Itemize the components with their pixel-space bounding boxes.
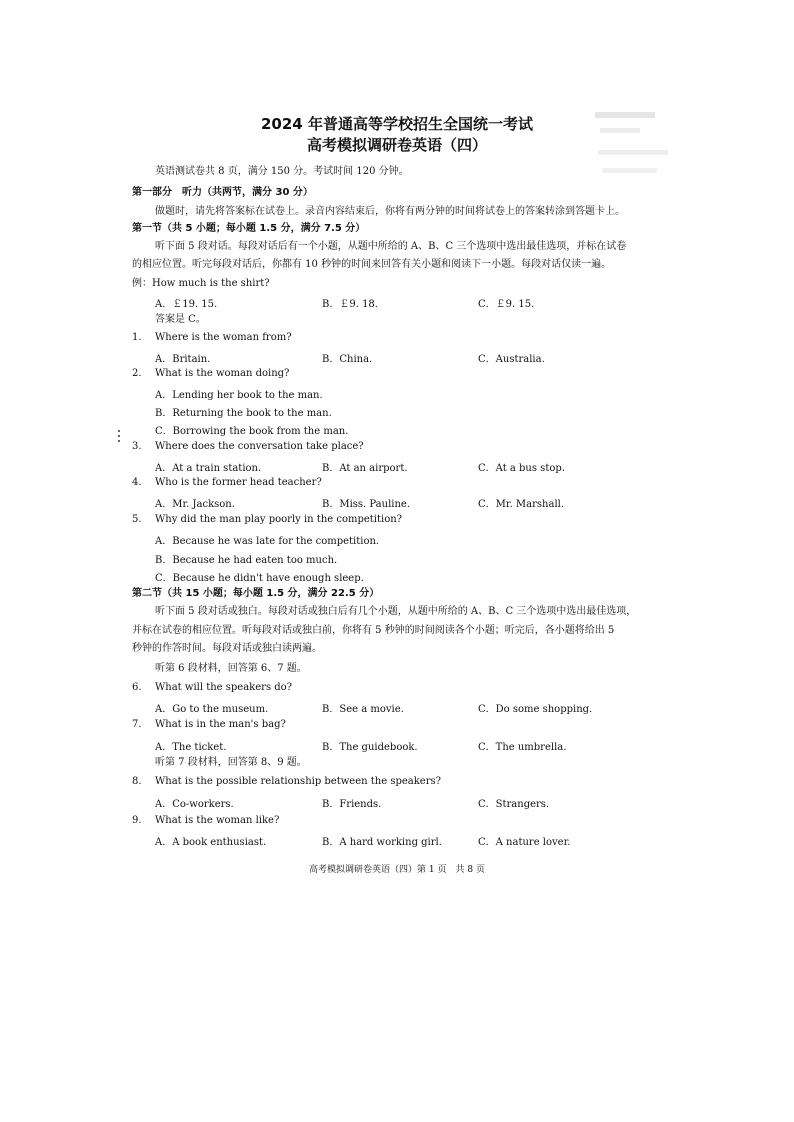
option-b: B．China. bbox=[322, 354, 373, 365]
exam-title: 2024 年普通高等学校招生全国统一考试 bbox=[261, 115, 533, 133]
option-a: A．Go to the museum. bbox=[155, 704, 269, 715]
option-b: B．Returning the book to the man. bbox=[155, 408, 332, 419]
question-number: 4. bbox=[132, 477, 142, 488]
question-text: Who is the former head teacher? bbox=[155, 477, 322, 488]
question-number: 7. bbox=[132, 719, 142, 730]
section2-instruction-line1: 听下面 5 段对话或独白。每段对话或独白后有几个小题，从题中所给的 A、B、C 三个选项中选出最佳选项， bbox=[155, 606, 637, 617]
section1-instruction-line2: 的相应位置。听完每段对话后，你都有 10 秒钟的时间来回答有关小题和阅读下一小题。每段对话仅读一遍。 bbox=[132, 259, 612, 270]
option-c: C．Mr. Marshall. bbox=[478, 499, 565, 510]
section2-instruction-line3: 秒钟的作答时间。每段对话或独白读两遍。 bbox=[132, 643, 322, 654]
option-c: C．Strangers. bbox=[478, 799, 550, 810]
question-number: 6. bbox=[132, 682, 142, 693]
option-a: A．At a train station. bbox=[155, 463, 262, 474]
option-c: C．Australia. bbox=[478, 354, 545, 365]
exam-subtitle: 高考模拟调研卷英语（四） bbox=[306, 136, 487, 154]
example-option-a: A．￡19. 15. bbox=[155, 299, 218, 310]
option-b: B．Friends. bbox=[322, 799, 382, 810]
question-text: Where is the woman from? bbox=[155, 332, 292, 343]
section1-instruction-line1: 听下面 5 段对话。每段对话后有一个小题，从题中所给的 A、B、C 三个选项中选出最佳选项，并标在试卷 bbox=[155, 241, 627, 252]
option-c: C．The umbrella. bbox=[478, 742, 567, 753]
margin-dots bbox=[118, 430, 121, 445]
exam-intro: 英语测试卷共 8 页，满分 150 分。考试时间 120 分钟。 bbox=[155, 166, 409, 177]
question-text: What will the speakers do? bbox=[155, 682, 293, 693]
material-6-note: 听第 6 段材料，回答第 6、7 题。 bbox=[155, 663, 307, 674]
part1-instruction: 做题时，请先将答案标在试卷上。录音内容结束后，你将有两分钟的时间将试卷上的答案转涂到答题卡上。 bbox=[155, 206, 625, 217]
question-text: What is the woman like? bbox=[155, 815, 280, 826]
option-b: B．A hard working girl. bbox=[322, 837, 442, 848]
option-b: B．See a movie. bbox=[322, 704, 404, 715]
option-c: C．Do some shopping. bbox=[478, 704, 593, 715]
page-footer: 高考模拟调研卷英语（四）第 1 页 共 8 页 bbox=[309, 865, 485, 875]
bleed-through-mark bbox=[602, 168, 657, 173]
option-a: A．Lending her book to the man. bbox=[155, 390, 323, 401]
section2-instruction-line2: 并标在试卷的相应位置。听每段对话或独白前，你将有 5 秒钟的时间阅读各个小题；听完后，各小题将给出 5 bbox=[132, 625, 615, 636]
question-number: 9. bbox=[132, 815, 142, 826]
option-c: C．A nature lover. bbox=[478, 837, 571, 848]
question-number: 3. bbox=[132, 441, 142, 452]
option-a: A．A book enthusiast. bbox=[155, 837, 267, 848]
example-answer: 答案是 C。 bbox=[155, 314, 206, 325]
question-text: What is the possible relationship between the speakers? bbox=[155, 776, 441, 787]
question-text: What is in the man's bag? bbox=[155, 719, 286, 730]
option-b: B．The guidebook. bbox=[322, 742, 418, 753]
option-a: A．Co-workers. bbox=[155, 799, 234, 810]
question-number: 1. bbox=[132, 332, 142, 343]
option-a: A．The ticket. bbox=[155, 742, 227, 753]
question-text: What is the woman doing? bbox=[155, 368, 290, 379]
option-c: C．Because he didn't have enough sleep. bbox=[155, 573, 364, 584]
section1-heading: 第一节（共 5 小题；每小题 1.5 分，满分 7.5 分） bbox=[132, 223, 366, 234]
example-option-b: B．￡9. 18. bbox=[322, 299, 378, 310]
question-number: 2. bbox=[132, 368, 142, 379]
question-text: Why did the man play poorly in the competition? bbox=[155, 514, 403, 525]
option-c: C．Borrowing the book from the man. bbox=[155, 426, 349, 437]
question-number: 5. bbox=[132, 514, 142, 525]
option-c: C．At a bus stop. bbox=[478, 463, 565, 474]
section2-heading: 第二节（共 15 小题；每小题 1.5 分，满分 22.5 分） bbox=[132, 588, 380, 599]
option-b: B．At an airport. bbox=[322, 463, 408, 474]
part1-heading: 第一部分 听力（共两节，满分 30 分） bbox=[132, 187, 313, 198]
example-option-c: C．￡9. 15. bbox=[478, 299, 535, 310]
question-text: Where does the conversation take place? bbox=[155, 441, 364, 452]
question-number: 8. bbox=[132, 776, 142, 787]
option-a: A．Britain. bbox=[155, 354, 211, 365]
material-7-note: 听第 7 段材料，回答第 8、9 题。 bbox=[155, 757, 307, 768]
option-b: B．Miss. Pauline. bbox=[322, 499, 411, 510]
option-a: A．Because he was late for the competition. bbox=[155, 536, 380, 547]
option-b: B．Because he had eaten too much. bbox=[155, 555, 338, 566]
example-question: 例：How much is the shirt? bbox=[132, 278, 270, 289]
option-a: A．Mr. Jackson. bbox=[155, 499, 235, 510]
